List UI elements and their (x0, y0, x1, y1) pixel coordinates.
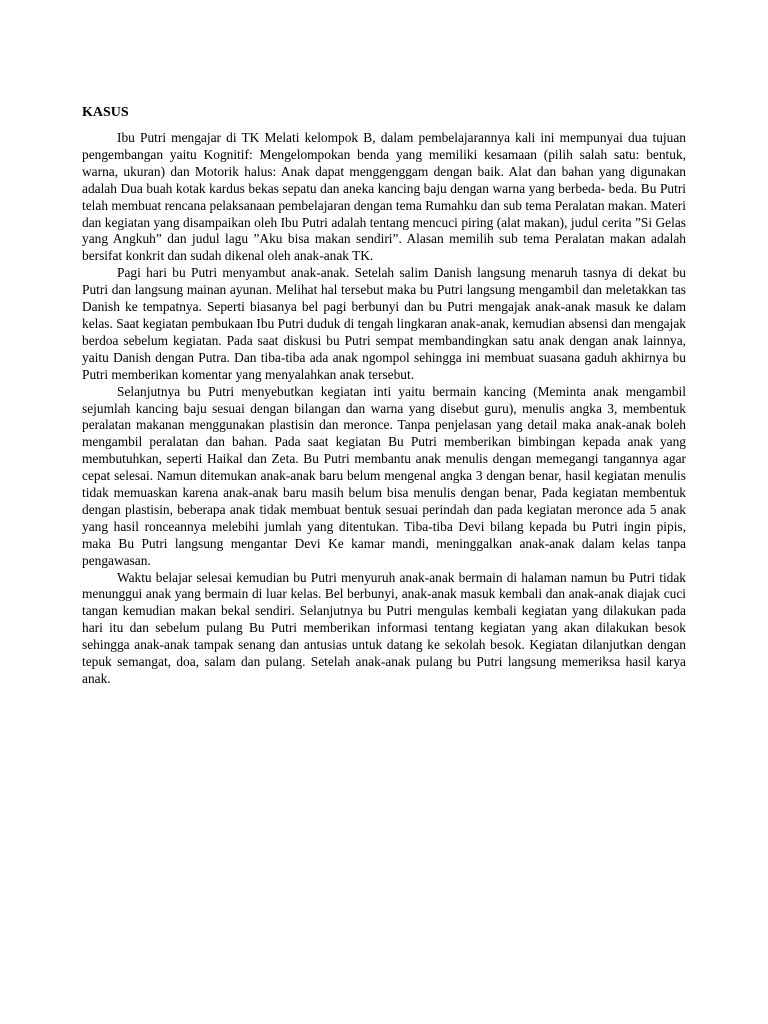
paragraph: Pagi hari bu Putri menyambut anak-anak. Setelah salim Danish langsung menaruh tasnya di dekat bu Putri dan langsung mainan ayunan. Melihat hal tersebut maka bu Putri langsung mengambil dan meletakkan tas Danish ke tempatnya. Seperti biasanya bel pagi berbunyi dan bu Putri mengajak anak-anak masuk ke dalam kelas. Saat kegiatan pembukaan Ibu Putri duduk di tengah lingkaran anak-anak, kemudian absensi dan mengajak berdoa sebelum kegiatan. Pada saat diskusi bu Putri sempat membandingkan satu anak dengan anak lainnya, yaitu Danish dengan Putra. Dan tiba-tiba ada anak ngompol sehingga ini membuat suasana gaduh akhirnya bu Putri memberikan komentar yang menyalahkan anak tersebut. (82, 265, 686, 382)
paragraph: Waktu belajar selesai kemudian bu Putri menyuruh anak-anak bermain di halaman namun bu Putri tidak menunggui anak yang bermain di luar kelas. Bel berbunyi, anak-anak masuk kembali dan anak-anak diajak cuci tangan kemudian makan bekal sendiri. Selanjutnya bu Putri mengulas kembali kegiatan yang dilakukan pada hari itu dan sebelum pulang Bu Putri memberikan informasi tentang kegiatan yang akan dilakukan besok sehingga anak-anak tampak senang dan antusias untuk datang ke sekolah besok. Kegiatan dilanjutkan dengan tepuk semangat, doa, salam dan pulang. Setelah anak-anak pulang bu Putri langsung memeriksa hasil karya anak. (82, 569, 686, 686)
document-page (82, 104, 686, 688)
paragraph: Selanjutnya bu Putri menyebutkan kegiatan inti yaitu bermain kancing (Meminta anak mengambil sejumlah kancing baju sesuai dengan bilangan dan warna yang disebut guru), menulis angka 3, membentuk peralatan makanan menggunakan plastisin dan meronce. Tanpa penjelasan yang detail maka anak-anak boleh mengambil peralatan dan bahan. Pada saat kegiatan Bu Putri memberikan bimbingan kepada anak yang membutuhkan, seperti Haikal dan Zeta. Bu Putri membantu anak menulis dengan memegangi tangannya agar cepat selesai. Namun ditemukan anak-anak baru belum mengenal angka 3 dengan benar, hasil kegiatan menulis tidak memuaskan karena anak-anak baru masih belum bisa menulis dengan benar, Pada kegiatan membentuk dengan plastisin, beberapa anak tidak membuat bentuk sesuai perindah dan pada kegiatan meronce ada 5 anak yang hasil ronceannya melebihi jumlah yang ditentukan. Tiba-tiba Devi bilang kepada bu Putri ingin pipis, maka Bu Putri langsung mengantar Devi Ke kamar mandi, meninggalkan anak-anak dalam kelas tanpa pengawasan. (82, 383, 686, 568)
paragraph: Ibu Putri mengajar di TK Melati kelompok B, dalam pembelajarannya kali ini mempunyai dua tujuan pengembangan yaitu Kognitif: Mengelompokan benda yang memiliki kesamaan (pilih salah satu: bentuk, warna, ukuran) dan Motorik halus: Anak dapat menggenggam dengan baik. Alat dan bahan yang digunakan adalah Dua buah kotak kardus bekas sepatu dan aneka kancing baju dengan warna yang berbeda- beda. Bu Putri telah membuat rencana pelaksanaan pembelajaran dengan tema Rumahku dan sub tema Peralatan makan. Materi dan kegiatan yang disampaikan oleh Ibu Putri adalah tentang mencuci piring (alat makan), judul cerita ”Si Gelas yang Angkuh” dan judul lagu ”Aku bisa makan sendiri”. Alasan memilih sub tema Peralatan makan adalah bersifat konkrit dan sudah dikenal oleh anak-anak TK. (82, 130, 686, 264)
document-heading: KASUS (82, 105, 129, 120)
